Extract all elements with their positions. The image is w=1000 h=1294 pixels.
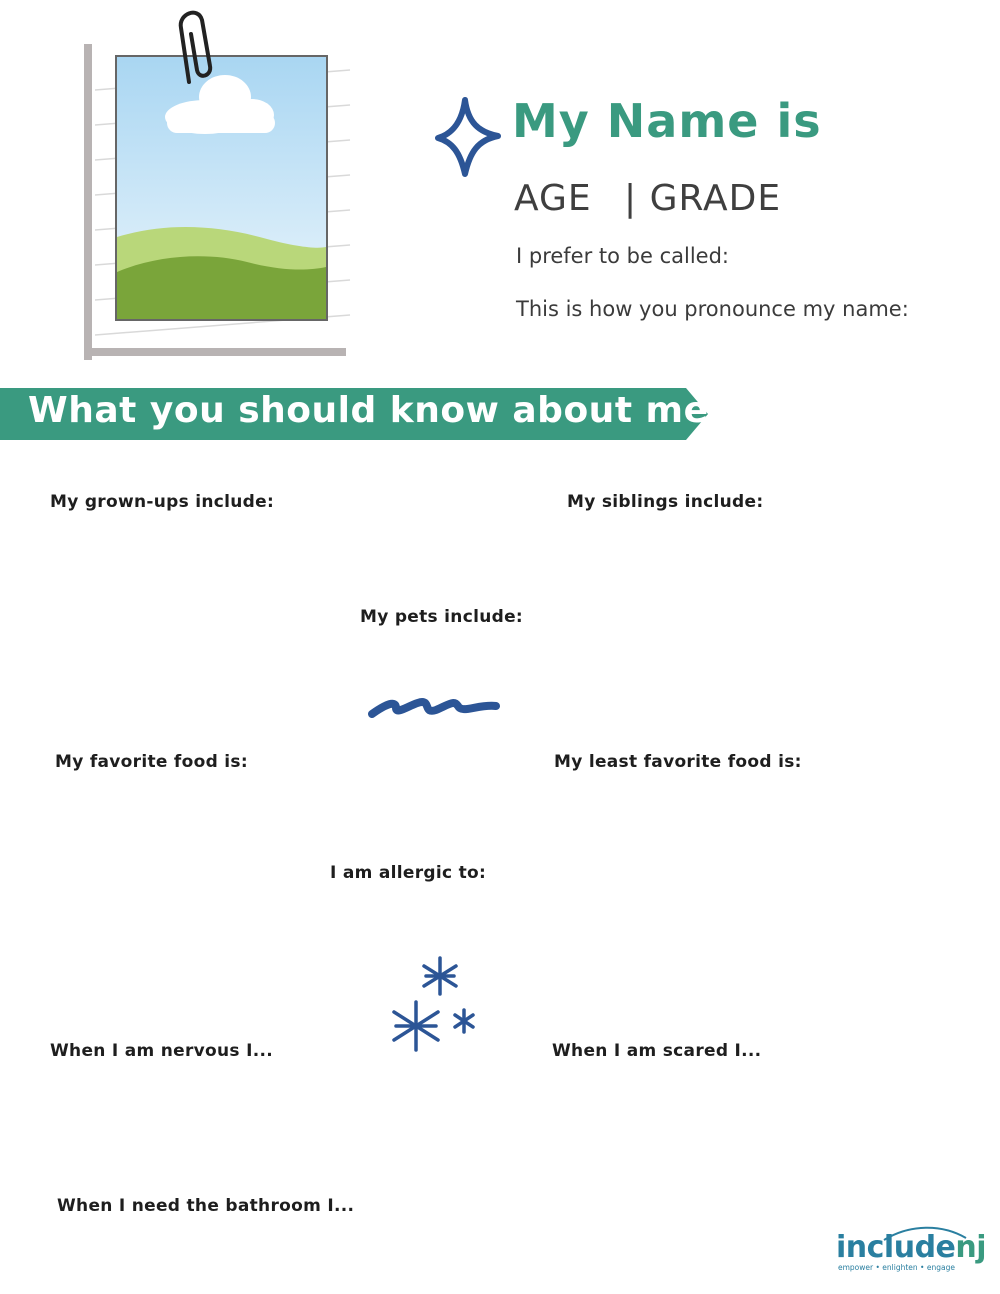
siblings-label: My siblings include:	[567, 492, 764, 512]
page-title: My Name is	[512, 94, 822, 148]
grade-label: | GRADE	[624, 178, 782, 219]
sparkle-star-icon	[432, 96, 504, 178]
photo-frame-shadow-bottom	[84, 348, 346, 356]
pronunciation-label: This is how you pronounce my name:	[516, 297, 909, 321]
section-title: What you should know about me	[28, 390, 709, 431]
age-label: AGE	[514, 178, 592, 219]
allergies-label: I am allergic to:	[330, 863, 487, 883]
nervous-label: When I am nervous I...	[50, 1041, 273, 1061]
scared-label: When I am scared I...	[552, 1041, 762, 1061]
favorite-food-label: My favorite food is:	[55, 752, 248, 772]
asterisk-sparkles-icon	[388, 954, 480, 1056]
logo-name-main: include	[836, 1230, 956, 1265]
bathroom-label: When I need the bathroom I...	[57, 1196, 355, 1216]
pets-label: My pets include:	[360, 607, 524, 627]
grownups-label: My grown-ups include:	[50, 492, 275, 512]
zigzag-squiggle-icon	[366, 694, 502, 724]
logo-tagline: empower • enlighten • engage	[838, 1263, 955, 1272]
least-favorite-food-label: My least favorite food is:	[554, 752, 802, 772]
photo-placeholder[interactable]	[115, 55, 328, 321]
photo-frame-shadow	[84, 44, 92, 360]
includenj-logo	[836, 1230, 986, 1265]
preferred-name-label: I prefer to be called:	[516, 244, 730, 268]
logo-name-accent: nj	[955, 1230, 987, 1265]
paperclip-icon	[172, 4, 222, 94]
photo-landscape-icon	[117, 57, 326, 319]
